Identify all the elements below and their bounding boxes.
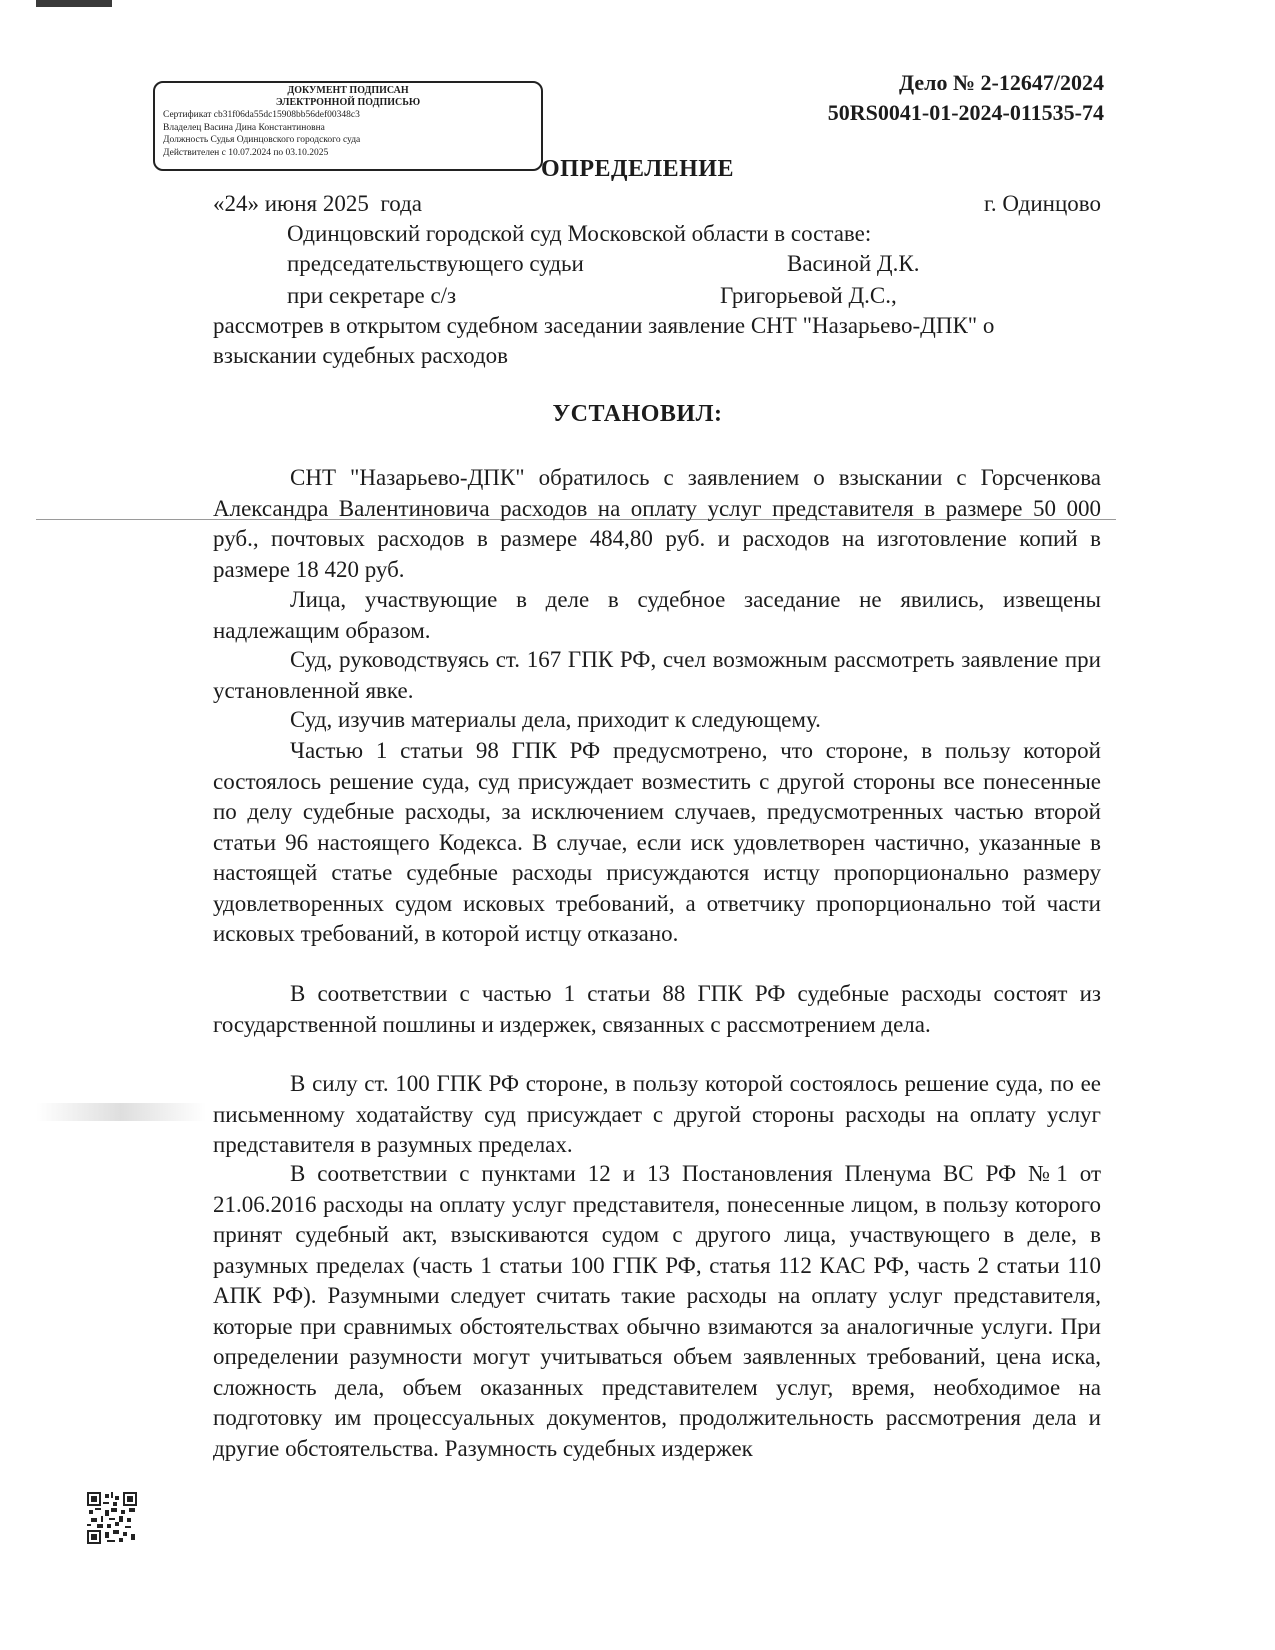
judge-label: председательствующего судьи [287,251,584,276]
case-number-block [828,68,1104,128]
stamp-title-2: ЭЛЕКТРОННОЙ ПОДПИСЬЮ [275,97,421,108]
paragraph-5: Частью 1 статьи 98 ГПК РФ предусмотрено, что стороне, в пользу которой состоялось решение суда, суд присуждает возместить с другой стороны все понесенные по делу судебные расходы, за исключением случаев, предусмотренных частью второй статьи 96 настоящего Кодекса. В случае, если иск удовлетворен частично, указанные в настоящей статье судебные расходы присуждаются истцу пропорционально размеру удовлетворенных судом исковых требований, а ответчику пропорционально той части исковых требований, в которой истцу отказано. [213,738,1101,946]
judge-name: Васиной Д.К. [787,251,920,276]
section-heading: УСТАНОВИЛ: [552,401,723,427]
secretary-name: Григорьевой Д.С., [720,283,897,308]
paragraph-7: В силу ст. 100 ГПК РФ стороне, в пользу которой состоялось решение суда, по ее письменному ходатайству суд присуждает с другой стороны расходы на оплату услуг представителя в разумных пределах. [213,1071,1101,1157]
considered-text: рассмотрев в открытом судебном заседании заявление СНТ "Назарьево-ДПК" о взыскании судебных расходов [213,313,995,368]
secretary-label: при секретаре с/з [287,283,457,308]
scan-corner-mark [36,0,112,7]
scan-smudge [36,1103,206,1121]
paragraph-1: СНТ "Назарьево-ДПК" обратилось с заявлением о взыскании с Горсченкова Александра Валентиновича расходов на оплату услуг представителя в размере 50 000 руб., почтовых расходов в размере 484,80 руб. и расходов на изготовление копий в размере 18 420 руб. [213,465,1101,582]
stamp-certificate: Сертификат cb31f06da55dc15908bb56def00348c3 [163,110,360,120]
case-number: Дело № 2-12647/2024 [898,70,1104,95]
document-date: «24» июня 2025 года [213,191,422,216]
paragraph-2: Лица, участвующие в деле в судебное заседание не явились, извещены надлежащим образом. [213,587,1101,643]
paragraph-8: В соответствии с пунктами 12 и 13 Постановления Пленума ВС РФ №1 от 21.06.2016 расходы на оплату услуг представителя, понесенные лицом, в пользу которого принят судебный акт, взыскиваются судом с другого лица, участвующего в деле, в разумных пределах (часть 1 статьи 100 ГПК РФ, статья 112 КАС РФ, часть 2 статьи 110 АПК РФ). Разумными следует считать такие расходы на оплату услуг представителя, которые при сравнимых обстоятельствах обычно взимаются за аналогичные услуги. При определении разумности могут учитываться объем заявленных требований, цена иска, сложность дела, объем оказанных представителем услуг, время, необходимое на подготовку им процессуальных документов, продолжительность рассмотрения дела и другие обстоятельства. Разумность судебных издержек [213,1161,1101,1461]
stamp-owner: Владелец Васина Дина Константиновна [163,122,325,133]
stamp-position: Должность Судья Одинцовского городского суда [163,135,361,145]
stamp-title-1: ДОКУМЕНТ ПОДПИСАН [287,85,409,96]
document-city: г. Одинцово [984,191,1101,216]
court-composition: Одинцовский городской суд Московской области в составе: [287,221,872,246]
paragraph-4: Суд, изучив материалы дела, приходит к следующему. [290,707,821,732]
date-city-line [213,189,1101,219]
paragraph-3: Суд, руководствуясь ст. 167 ГПК РФ, счел возможным рассмотреть заявление при установленной явке. [213,647,1101,703]
qr-code [87,1492,137,1544]
case-uid: 50RS0041-01-2024-011535-74 [827,100,1104,125]
document-title: ОПРЕДЕЛЕНИЕ [541,156,734,182]
stamp-valid: Действителен с 10.07.2024 по 03.10.2025 [163,147,329,158]
paragraph-6: В соответствии с частью 1 статьи 88 ГПК РФ судебные расходы состоят из государственной пошлины и издержек, связанных с рассмотрением дела. [213,981,1101,1037]
